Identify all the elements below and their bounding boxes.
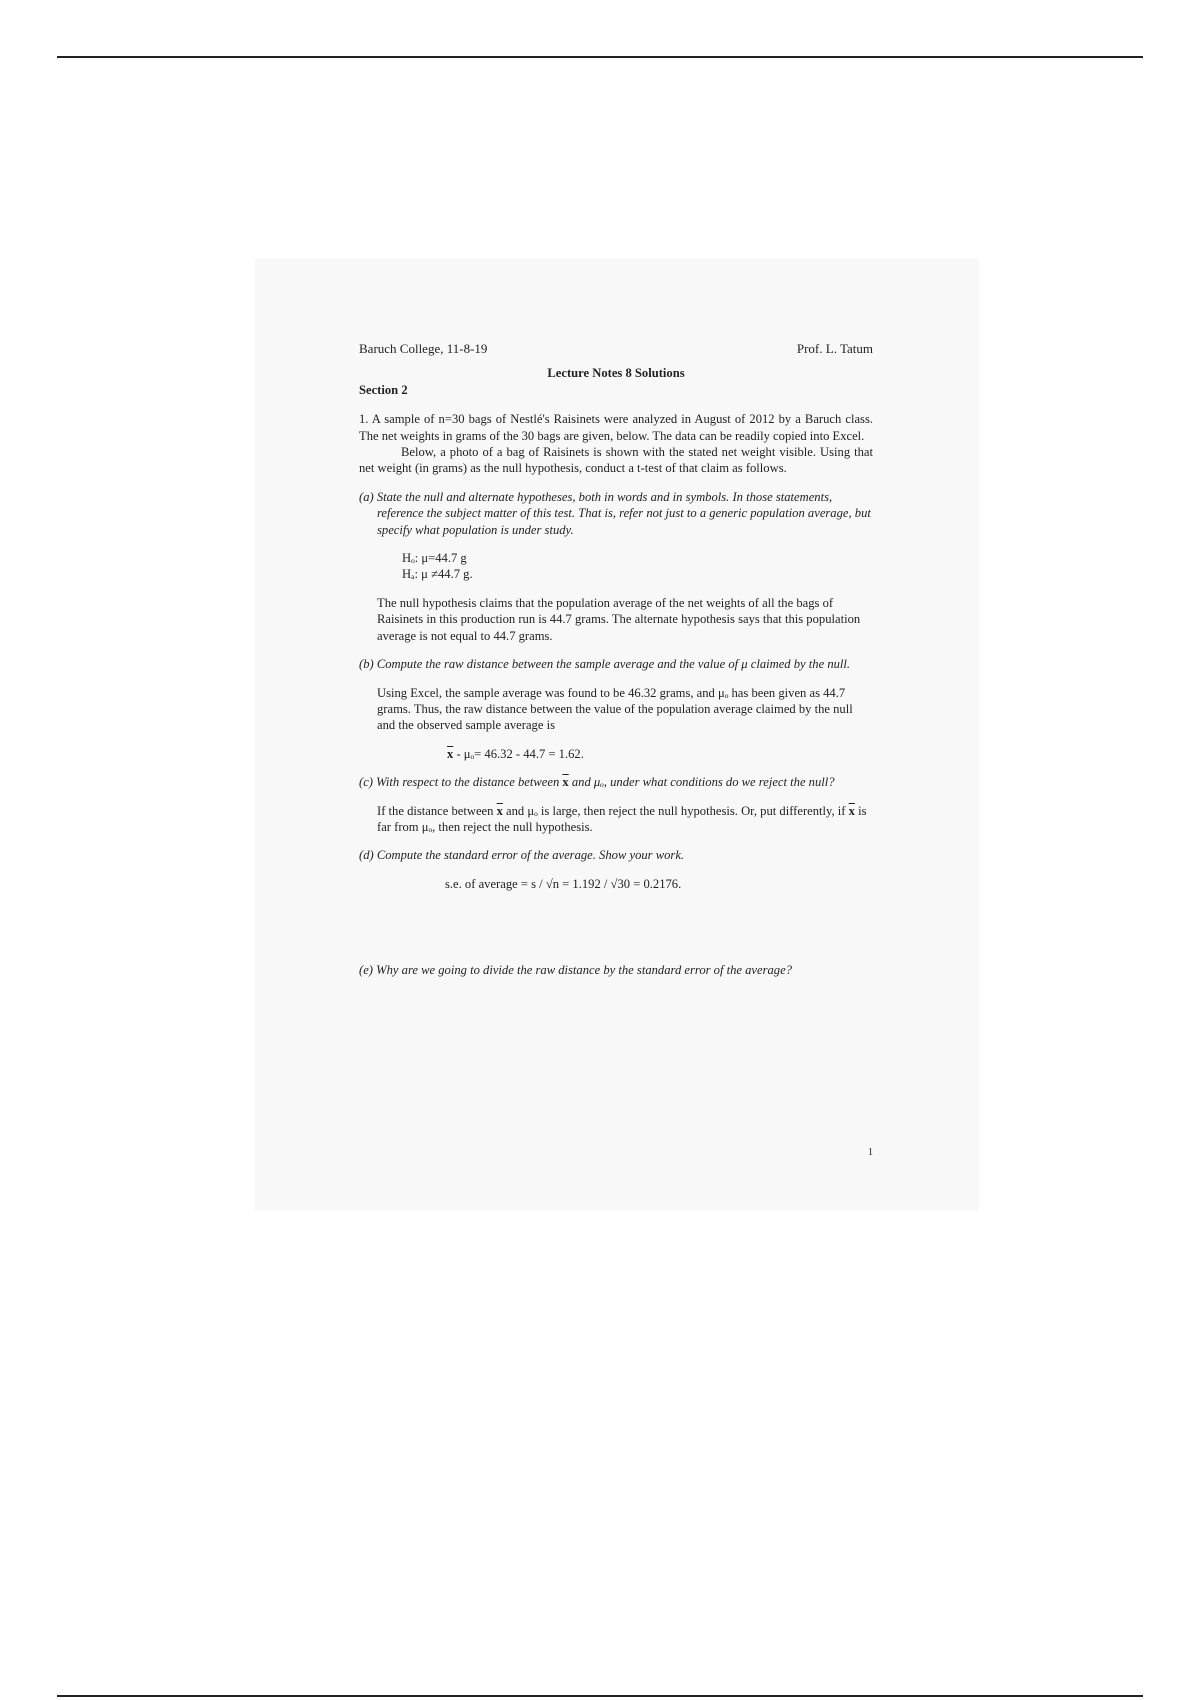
raw-distance-formula: [359, 746, 873, 762]
bottom-rule: [57, 1695, 1143, 1697]
answer-c-part3: is far from μₒ, then reject the null hypothesis.: [377, 803, 867, 834]
hypotheses: [359, 550, 873, 583]
header-left: Baruch College, 11-8-19: [359, 341, 488, 356]
standard-error-formula: s.e. of average = s / √n = 1.192 / √30 = 0.2176.: [445, 876, 682, 891]
x-bar-symbol: $\overline{x}$: [496, 803, 503, 818]
page-header: [359, 341, 873, 357]
question-b: (b) Compute the raw distance between the sample average and the value of μ claimed by the null.: [359, 657, 851, 672]
answer-c: [359, 803, 873, 836]
alternate-hypothesis: Hₐ: μ ≠44.7 g.: [402, 567, 473, 582]
answer-c-part1: If the distance between: [377, 803, 497, 818]
x-bar-symbol: $\overline{x}$: [562, 775, 569, 790]
question-e: (e) Why are we going to divide the raw distance by the standard error of the average?: [359, 963, 792, 978]
section-label: Section 2: [359, 382, 408, 397]
x-bar-symbol: $\overline{x}$: [447, 746, 454, 761]
header-right: Prof. L. Tatum: [796, 341, 873, 356]
question-d: (d) Compute the standard error of the average. Show your work.: [359, 848, 685, 863]
question-a: (a) State the null and alternate hypotheses, both in words and in symbols. In those statements, reference the subject matter of this test. That is, refer not just to a generic population average, but specify what population is under study.: [359, 489, 871, 537]
answer-a: The null hypothesis claims that the population average of the net weights of all the bags of Raisinets in this production run is 44.7 grams. The alternate hypothesis says that this population average is not equal to 44.7 grams.: [377, 595, 861, 643]
answer-b: Using Excel, the sample average was found to be 46.32 grams, and μₒ has been given as 44.7 grams. Thus, the raw distance between the value of the population average claimed by the null and the observed sample average is: [377, 685, 853, 733]
intro-paragraph-1: 1. A sample of n=30 bags of Nestlé's Raisinets were analyzed in August of 2012 by a Baruch class. The net weights in grams of the 30 bags are given, below. The data can be readily copied into Excel.: [359, 412, 873, 443]
intro-paragraph-2: Below, a photo of a bag of Raisinets is shown with the stated net weight visible. Using that net weight (in grams) as the null hypothesis, conduct a t-test of that claim as follows.: [359, 445, 873, 476]
null-hypothesis: Hₒ: μ=44.7 g: [402, 551, 467, 566]
blank-space: [359, 892, 873, 950]
question-c-part2: and μₒ, under what conditions do we reject the null?: [568, 775, 835, 790]
formula-text: - μₒ= 46.32 - 44.7 = 1.62.: [453, 746, 584, 761]
question-c: [359, 774, 873, 790]
question-c-part1: (c) With respect to the distance between: [359, 775, 563, 790]
top-rule: [57, 56, 1143, 58]
x-bar-symbol: $\overline{x}$: [848, 803, 855, 818]
page-number: 1: [868, 1147, 873, 1158]
answer-c-part2: and μₒ is large, then reject the null hypothesis. Or, put differently, if: [502, 803, 849, 818]
page-title: Lecture Notes 8 Solutions: [547, 366, 685, 381]
document-body: [359, 341, 873, 979]
